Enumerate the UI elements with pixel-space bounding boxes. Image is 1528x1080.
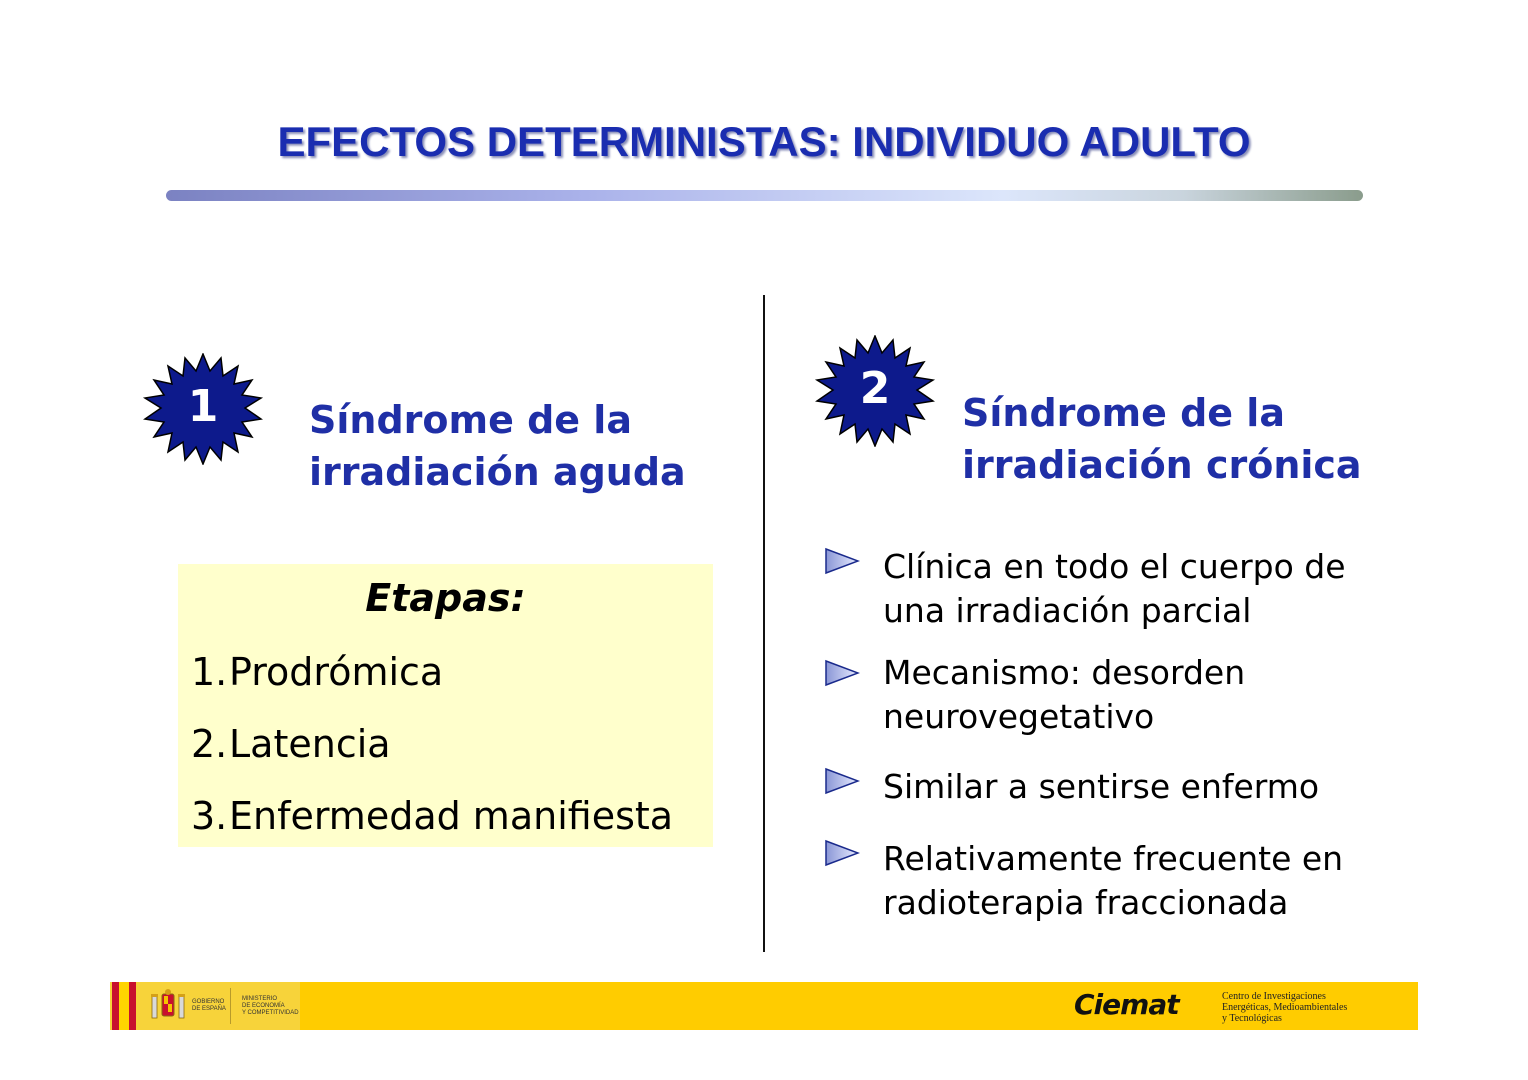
bullet-text: [883, 837, 1403, 925]
list-item-text: Latencia: [229, 722, 391, 766]
bullet-text: [883, 651, 1403, 739]
list-item-text: Enfermedad manifiesta: [229, 794, 674, 838]
triangle-bullet-icon: [824, 659, 860, 691]
badge-number: 1: [187, 381, 219, 432]
triangle-bullet-icon: [824, 839, 860, 871]
flag-stripe: [119, 982, 129, 1030]
bullet-line: Clínica en todo el cuerpo de: [883, 547, 1346, 586]
chronic-syndrome-heading: [962, 387, 1362, 491]
gov-line: GOBIERNO: [192, 999, 225, 1005]
ciemat-logo: Ciemat: [1074, 988, 1179, 1021]
government-label: [192, 999, 226, 1013]
list-item-number: 1.: [191, 650, 228, 694]
ciemat-line: Energéticas, Medioambientales: [1222, 1002, 1348, 1013]
bullet-line: neurovegetativo: [883, 697, 1155, 736]
ministry-line: MINISTERIO: [242, 996, 278, 1002]
ministry-line: Y COMPETITIVIDAD: [242, 1010, 299, 1016]
bullet-line: Relativamente frecuente en: [883, 839, 1344, 878]
heading-line: Síndrome de la: [962, 391, 1285, 435]
government-logo-block: [110, 982, 300, 1030]
starburst-icon: [142, 353, 264, 465]
triangle-bullet-icon: [824, 547, 860, 579]
column-divider: [763, 295, 765, 952]
list-item-text: Prodrómica: [229, 650, 444, 694]
ciemat-description: [1222, 991, 1347, 1024]
bullet-line: radioterapia fraccionada: [883, 883, 1289, 922]
heading-line: irradiación aguda: [309, 450, 686, 494]
bullet-text: [883, 545, 1403, 633]
list-item-number: 2.: [191, 722, 228, 766]
bullet-line: Similar a sentirse enfermo: [883, 767, 1320, 806]
logo-separator: [230, 988, 231, 1024]
ministry-line: DE ECONOMÍA: [242, 1003, 285, 1009]
ministry-label: [242, 996, 299, 1017]
etapas-box: [178, 564, 713, 847]
slide-title: EFECTOS DETERMINISTAS: INDIVIDUO ADULTO: [277, 118, 1251, 165]
triangle-bullet-icon: [824, 767, 860, 799]
coat-of-arms-icon: [148, 988, 188, 1024]
list-item-number: 3.: [191, 794, 228, 838]
list-item: [191, 722, 391, 766]
title-underline-bar: [166, 190, 1363, 201]
heading-line: irradiación crónica: [962, 443, 1362, 487]
gov-line: DE ESPAÑA: [192, 1006, 226, 1012]
etapas-title: Etapas:: [365, 576, 526, 620]
bullet-line: una irradiación parcial: [883, 591, 1252, 630]
bullet-line: Mecanismo: desorden: [883, 653, 1246, 692]
ciemat-line: y Tecnológicas: [1222, 1013, 1282, 1024]
ciemat-line: Centro de Investigaciones: [1222, 991, 1326, 1002]
flag-stripe: [129, 982, 136, 1030]
list-item: [191, 794, 673, 838]
starburst-icon: [814, 335, 936, 447]
acute-syndrome-heading: [309, 394, 686, 498]
bullet-text: [883, 765, 1403, 809]
heading-line: Síndrome de la: [309, 398, 632, 442]
footer-bar: [110, 982, 1418, 1030]
badge-number: 2: [859, 363, 891, 414]
list-item: [191, 650, 443, 694]
flag-stripe: [112, 982, 119, 1030]
